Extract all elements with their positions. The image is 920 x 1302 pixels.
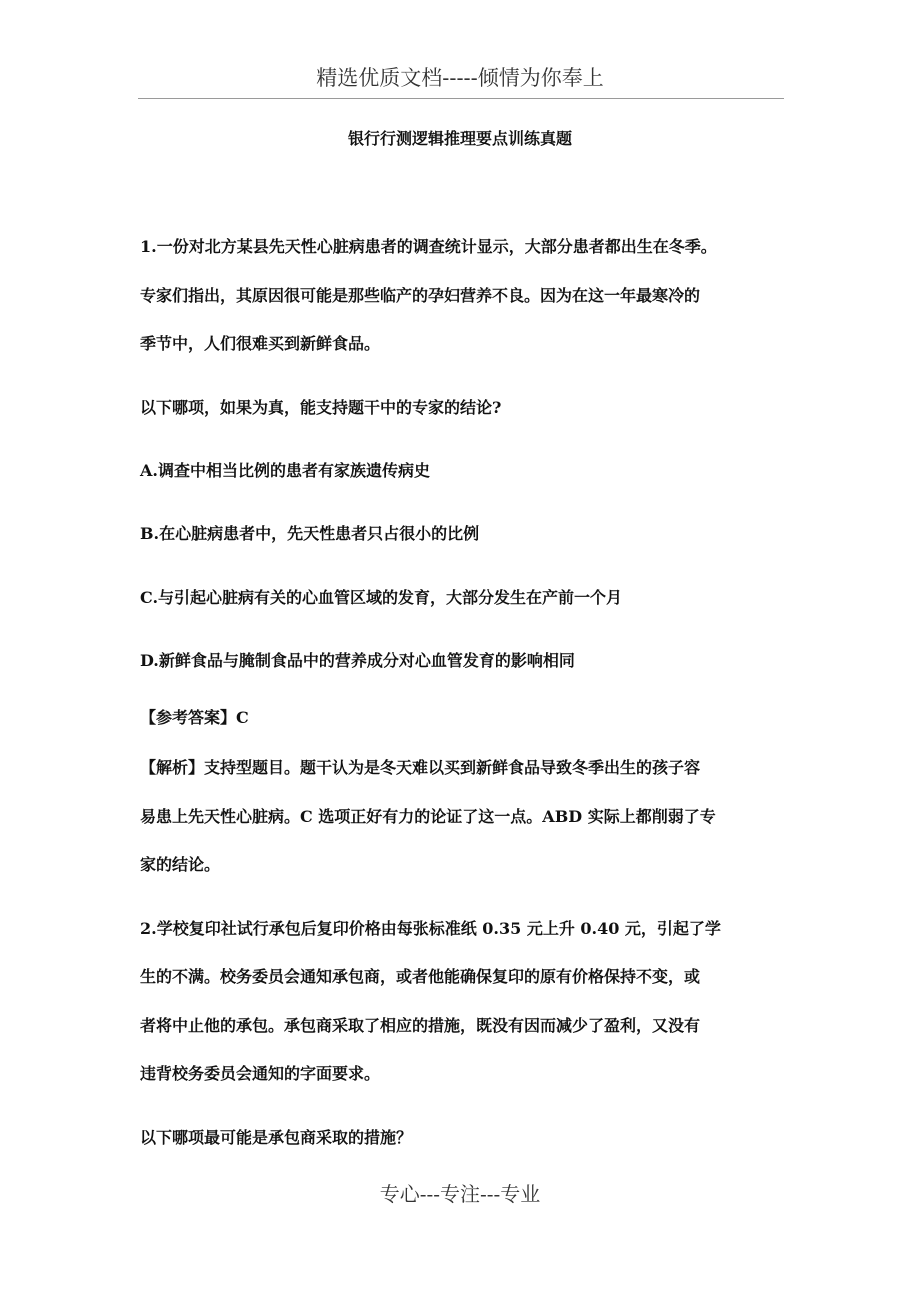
q2-text-line-4: 违背校务委员会通知的字面要求。 (140, 1064, 381, 1083)
page-footer: 专心---专注---专业 (379, 1182, 541, 1206)
q2-text-line-2: 生的不满。校务委员会通知承包商，或者他能确保复印的原有价格保持不变，或 (140, 967, 701, 986)
q1-question: 以下哪项，如果为真，能支持题干中的专家的结论? (140, 398, 502, 417)
header-divider (138, 98, 784, 99)
q1-text-line-2: 专家们指出，其原因很可能是那些临产的孕妇营养不良。因为在这一年最寒冷的 (140, 286, 701, 305)
document-title: 银行行测逻辑推理要点训练真题 (347, 129, 572, 148)
q1-text-line-1: 1.一份对北方某县先天性心脏病患者的调查统计显示，大部分患者都出生在冬季。 (140, 237, 717, 256)
q2-text-line-3: 者将中止他的承包。承包商采取了相应的措施，既没有因而减少了盈利，又没有 (140, 1016, 701, 1035)
q1-option-d: D.新鲜食品与腌制食品中的营养成分对心血管发育的影响相同 (140, 651, 575, 670)
q1-option-b: B.在心脏病患者中，先天性患者只占很小的比例 (140, 524, 480, 543)
q1-analysis-line-1: 【解析】支持型题目。题干认为是冬天难以买到新鲜食品导致冬季出生的孩子容 (140, 758, 701, 777)
q2-question: 以下哪项最可能是承包商采取的措施？ (140, 1128, 413, 1147)
page-header: 精选优质文档-----倾情为你奉上 (316, 66, 604, 90)
q1-option-c: C.与引起心脏病有关的心血管区域的发育，大部分发生在产前一个月 (140, 588, 623, 607)
q1-analysis-line-2: 易患上先天性心脏病。C 选项正好有力的论证了这一点。ABD 实际上都削弱了专 (140, 807, 716, 826)
q1-analysis-line-3: 家的结论。 (140, 855, 221, 874)
q1-answer: 【参考答案】C (140, 708, 249, 727)
q1-text-line-3: 季节中，人们很难买到新鲜食品。 (140, 334, 381, 353)
q2-text-line-1: 2.学校复印社试行承包后复印价格由每张标准纸 0.35 元上升 0.40 元，引起了学 (140, 919, 721, 938)
q1-option-a: A.调查中相当比例的患者有家族遗传病史 (140, 461, 430, 480)
